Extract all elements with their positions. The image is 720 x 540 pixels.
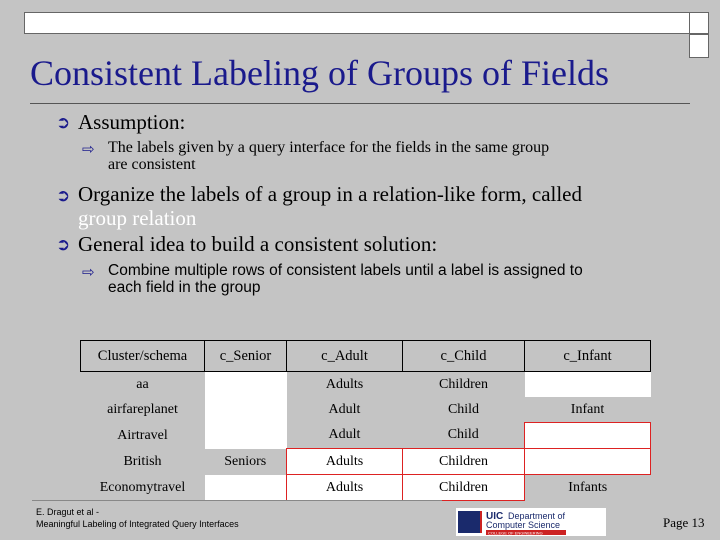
footer-paper-title: Meaningful Labeling of Integrated Query Interfaces [36, 519, 239, 529]
table-cell: Children [403, 475, 525, 501]
table-cell: Adult [328, 427, 361, 443]
logo-line2: Computer Science [486, 520, 561, 530]
table-cell [525, 449, 651, 475]
table-cell [525, 423, 651, 449]
table-cell [525, 372, 651, 398]
bullet-assumption: Assumption: [78, 110, 186, 134]
sub-bullet-line: are consistent [108, 156, 196, 173]
table-header-row [81, 341, 651, 372]
table-row [81, 397, 651, 423]
group-relation-highlight: group relation [78, 206, 197, 230]
footer-divider [32, 500, 442, 501]
bullet-icon: ➲ [56, 235, 71, 254]
corner-box-top-left [24, 12, 690, 34]
sub-bullet-arrow-icon: ⇨ [82, 142, 95, 158]
table-cell: Child [447, 401, 480, 417]
bullet-general-idea: General idea to build a consistent solution: [78, 232, 438, 256]
logo-line3: COLLEGE OF ENGINEERING [488, 530, 543, 536]
table-cell [205, 372, 287, 398]
sub-bullet-assumption [108, 139, 549, 173]
table-cell: Children [403, 449, 525, 475]
table-cell: airfareplanet [107, 401, 178, 417]
table-header-cell: c_Infant [525, 341, 651, 372]
table-header-cell: c_Child [403, 341, 525, 372]
table-cell: Adults [287, 449, 403, 475]
footer-citation [36, 506, 239, 530]
uic-cs-logo [456, 508, 606, 536]
bullet-icon: ➲ [56, 186, 71, 205]
logo-line1: Department of [508, 511, 566, 521]
page-number: Page 13 [663, 515, 705, 530]
table-row [81, 423, 651, 449]
sub-bullet-line: The labels given by a query interface for the fields in the same group [108, 139, 550, 156]
bullet-organize [78, 182, 582, 230]
table-cell: Adults [325, 376, 364, 392]
table-cell [205, 397, 287, 423]
bullet-line: Organize the labels of a group in a relation-like form, called [78, 182, 582, 206]
sub-bullet-line: each field in the group [108, 279, 261, 296]
sub-bullet-arrow-icon: ⇨ [82, 265, 95, 281]
table-cell: Seniors [224, 453, 267, 469]
table-cell: Adult [328, 401, 361, 417]
logo-uic-text: UIC [486, 511, 504, 522]
table-cell: Adults [287, 475, 403, 501]
table-cell: Infants [568, 479, 608, 495]
corner-box-top-right [689, 12, 709, 34]
slide-title: Consistent Labeling of Groups of Fields [30, 53, 609, 93]
sub-bullet-line: Combine multiple rows of consistent labels until a label is assigned to [108, 262, 583, 279]
table-row [81, 449, 651, 475]
table-cell: Infant [570, 401, 605, 417]
table-cell: Economytravel [99, 479, 186, 495]
title-divider [30, 103, 690, 104]
table-cell [205, 475, 287, 501]
bullet-icon: ➲ [56, 113, 71, 132]
table-header-cell: Cluster/schema [81, 341, 205, 372]
table-cell [205, 423, 287, 449]
table-cell: Children [439, 376, 488, 392]
footer-authors: E. Dragut et al - [36, 507, 100, 517]
table-header-cell: c_Senior [205, 341, 287, 372]
table-cell: British [123, 453, 162, 469]
sub-bullet-general-idea [108, 262, 583, 296]
table-header-cell: c_Adult [287, 341, 403, 372]
table-cell: aa [136, 376, 149, 392]
table-cell: Child [447, 427, 479, 443]
table-row [81, 475, 651, 501]
group-relation-table [80, 340, 651, 501]
table-row [81, 372, 651, 398]
table-cell: Airtravel [117, 427, 168, 443]
